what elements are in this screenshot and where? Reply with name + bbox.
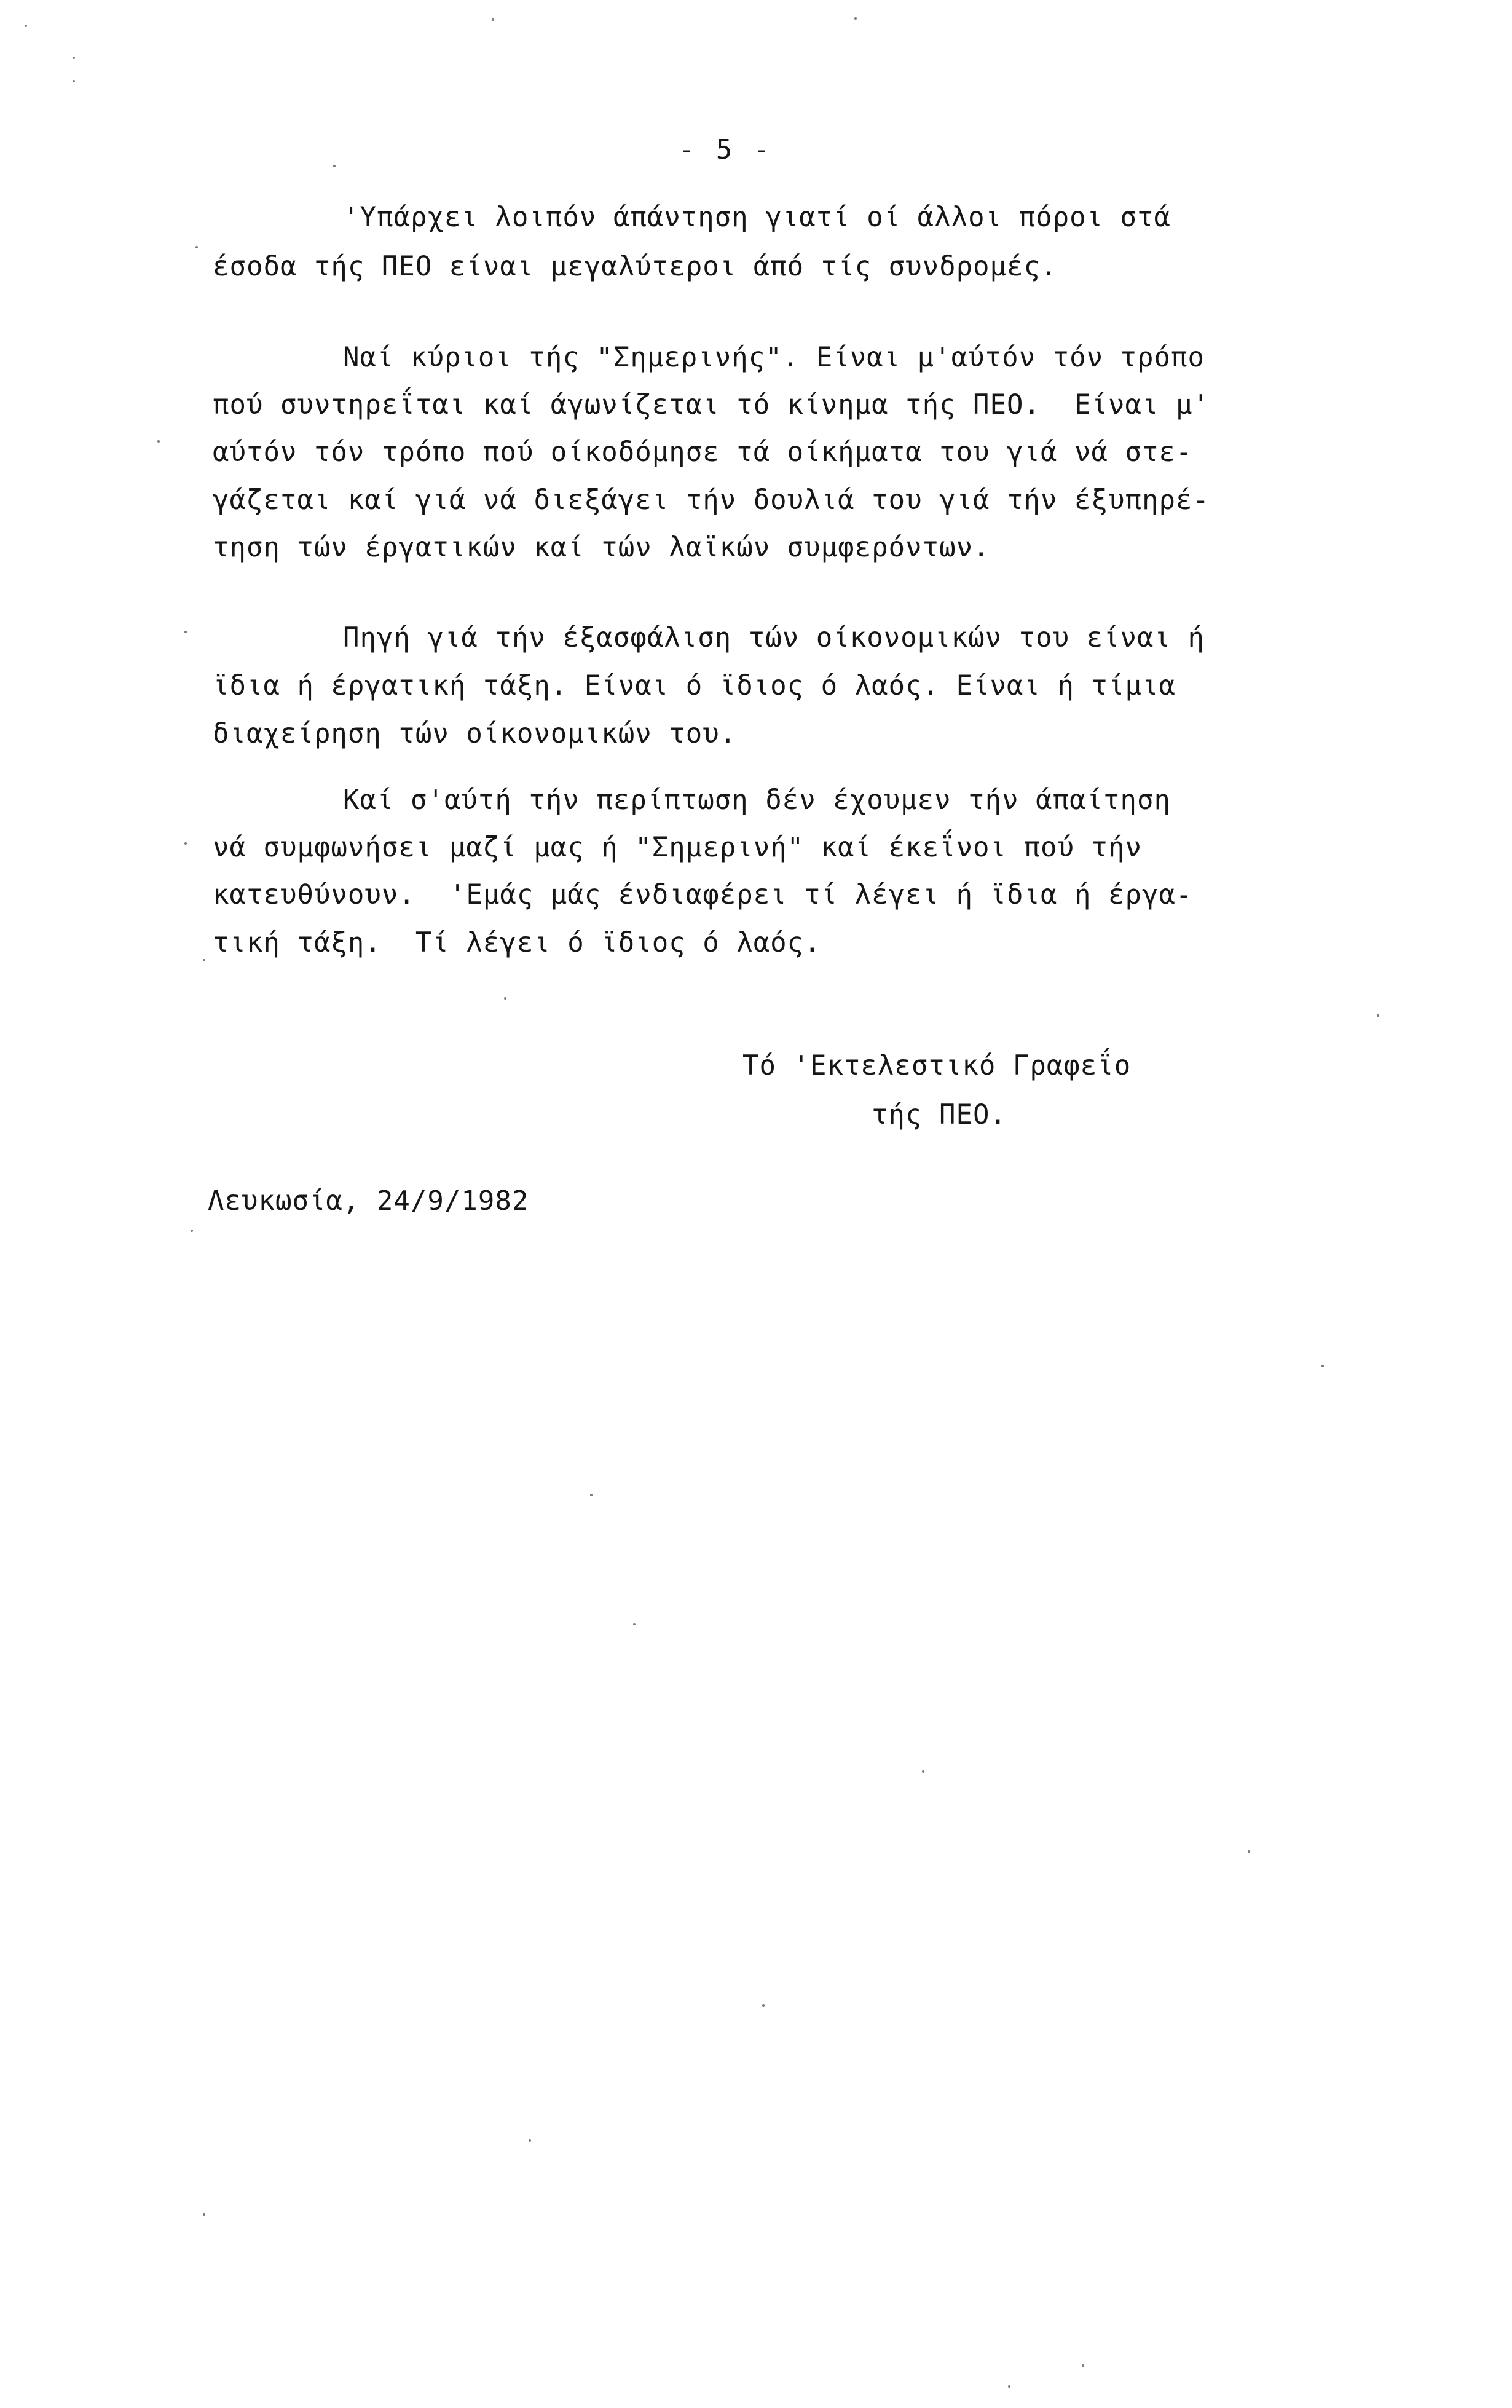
scan-speck [854, 17, 857, 20]
scan-speck [195, 246, 198, 248]
paragraph-3-line-2: ϊδια ή έργατική τάξη. Είναι ό ϊδιος ό λαός. Είναι ή τίμια [213, 670, 1176, 701]
paragraph-1-line-1: 'Υπάρχει λοιπόν άπάντηση γιατί οί άλλοι πόροι στά [343, 202, 1171, 233]
page-number: - 5 - [678, 134, 773, 165]
scan-speck [1377, 1014, 1379, 1017]
scan-speck [1008, 2385, 1010, 2388]
scan-speck [590, 1494, 593, 1496]
scan-speck [184, 631, 187, 633]
scan-speck [922, 1770, 924, 1773]
scan-speck [73, 57, 75, 59]
scan-speck [333, 165, 336, 167]
scan-speck [1321, 1365, 1324, 1367]
scan-speck [73, 80, 75, 82]
scan-speck [203, 959, 205, 961]
scan-speck [157, 440, 160, 443]
paragraph-2-line-1: Ναί κύριοι τής "Σημερινής". Είναι μ'αύτόν τόν τρόπο [343, 342, 1205, 373]
signature-line-1: Τό 'Εκτελεστικό Γραφεΐο [742, 1050, 1132, 1081]
scan-speck [184, 842, 187, 845]
scan-speck [492, 18, 494, 21]
paragraph-3-line-3: διαχείρηση τών οίκονομικών του. [213, 718, 737, 749]
paragraph-4-line-2: νά συμφωνήσει μαζί μας ή "Σημερινή" καί έκεΐνοι πού τήν [213, 832, 1142, 863]
paragraph-4-line-1: Καί σ'αύτή τήν περίπτωση δέν έχουμεν τήν άπαίτηση [343, 784, 1171, 816]
paragraph-4-line-3: κατευθύνουν. 'Εμάς μάς ένδιαφέρει τί λέγει ή ϊδια ή έργα- [213, 879, 1193, 910]
paragraph-1-line-2: έσοδα τής ΠΕΟ είναι μεγαλύτεροι άπό τίς συνδρομές. [213, 251, 1058, 282]
scan-speck [191, 1230, 193, 1232]
place-date: Λευκωσία, 24/9/1982 [208, 1185, 529, 1217]
scan-speck [1082, 2364, 1084, 2367]
paragraph-2-line-4: γάζεται καί γιά νά διεξάγει τήν δουλιά του γιά τήν έξυπηρέ- [213, 484, 1210, 516]
paragraph-2-line-2: πού συντηρεΐται καί άγωνίζεται τό κίνημα τής ΠΕΟ. Είναι μ' [213, 389, 1210, 420]
scan-speck [762, 2004, 765, 2007]
paragraph-2-line-5: τηση τών έργατικών καί τών λαϊκών συμφερόντων. [213, 532, 990, 563]
scan-speck [25, 25, 27, 27]
paragraph-4-line-4: τική τάξη. Τί λέγει ό ϊδιος ό λαός. [213, 927, 821, 958]
paragraph-3-line-1: Πηγή γιά τήν έξασφάλιση τών οίκονομικών του είναι ή [343, 622, 1205, 653]
scan-speck [1248, 1850, 1250, 1853]
paragraph-2-line-3: αύτόν τόν τρόπο πού οίκοδόμησε τά οίκήματα του γιά νά στε- [213, 436, 1193, 468]
scan-speck [633, 1623, 636, 1625]
scan-speck [203, 2213, 205, 2216]
signature-line-2: τής ΠΕΟ. [872, 1099, 1007, 1131]
scan-speck [504, 997, 506, 1000]
scan-speck [529, 2139, 531, 2142]
